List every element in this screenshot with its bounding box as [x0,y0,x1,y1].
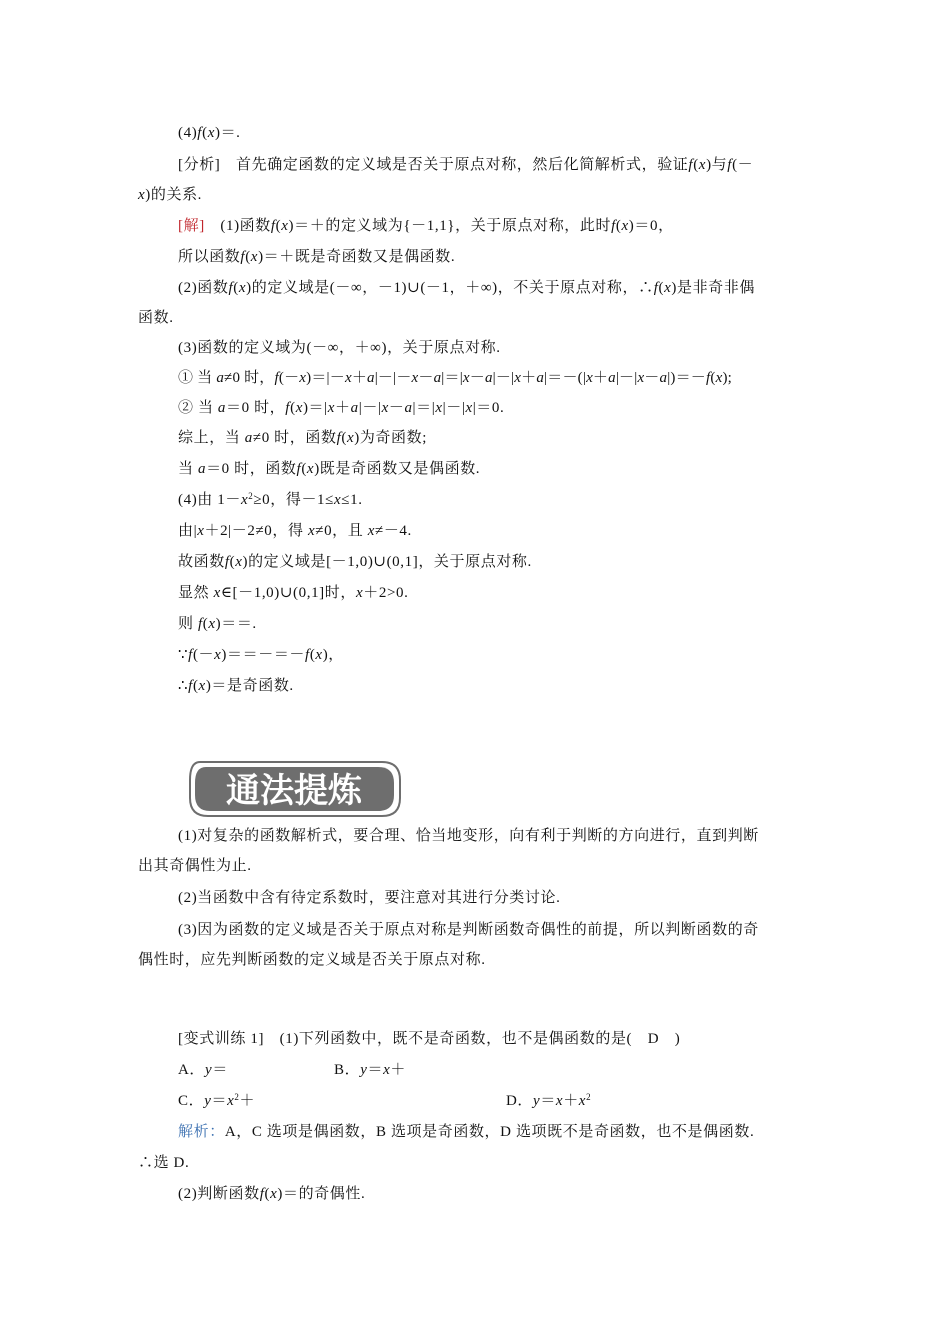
solution-line-7: ② 当 a＝0 时，f(x)＝|x＋a|－|x－a|＝|x|－|x|＝0. [178,400,505,416]
solution-line-16: ∴f(x)＝是奇函数. [178,678,294,694]
solution-line-12: 故函数f(x)的定义域是[－1,0)∪(0,1]，关于原点对称. [178,554,532,570]
option-a: A．y＝ [178,1062,228,1078]
solution-line-11: 由|x＋2|－2≠0，得 x≠0，且 x≠－4. [178,523,412,539]
solution-line-1: [解] (1)函数f(x)＝＋的定义域为{－1,1}，关于原点对称，此时f(x)＝0， [178,218,674,234]
solution-line-8: 综上，当 a≠0 时，函数f(x)为奇函数; [178,430,427,446]
exercise-question-2: (2)判断函数f(x)＝的奇偶性. [178,1186,366,1202]
exercise-options-row-2 [178,1091,814,1111]
summary-line-5: 偶性时，应先判断函数的定义域是否关于原点对称. [138,952,486,968]
banner-method-summary [186,758,404,820]
solution-line-10: (4)由 $1-x^2\ge 0$，得－1≤x≤1. [178,491,363,508]
summary-line-2: 出其奇偶性为止. [138,858,252,874]
summary-line-3: (2)当函数中含有待定系数时，要注意对其进行分类讨论. [178,890,561,906]
summary-line-1: (1)对复杂的函数解析式，要合理、恰当地变形，向有利于判断的方向进行，直到判断 [178,828,759,844]
exercise-question-1: [变式训练 1] (1)下列函数中，既不是奇函数，也不是偶函数的是( D ) [178,1031,681,1047]
option-c: C．$y=x^2+$ [178,1092,256,1109]
exercise-options-row-1 [178,1060,814,1080]
solution-line-3: (2)函数f(x)的定义域是(－∞，－1)∪(－1，＋∞)，不关于原点对称，∴f(x)是非奇非偶 [178,280,755,296]
analysis-tag: [分析] [178,157,221,173]
solution-line-4: 函数. [138,310,174,326]
solution-line-14: 则 f(x)＝＝. [178,616,257,632]
option-b: B．y＝x＋ [334,1062,406,1078]
solution-line-6: ① 当 a≠0 时，f(－x)＝|－x＋a|－|－x－a|＝|x－a|－|x＋a|＝－(|x＋a|－|x－a|)＝－f(x); [178,370,733,386]
exercise-tag: [变式训练 1] [178,1031,265,1047]
summary-line-4: (3)因为函数的定义域是否关于原点对称是判断函数奇偶性的前提，所以判断函数的奇 [178,922,759,938]
explanation-line-2: ∴选 D. [138,1155,190,1171]
problem-4: (4)f(x)＝. [178,125,241,141]
solution-line-15: ∵f(－x)＝＝－＝－f(x)， [178,647,344,663]
solution-line-13: 显然 x∈[－1,0)∪(0,1]时，x＋2>0. [178,585,409,601]
solution-tag: [解] [178,218,205,234]
solution-line-9: 当 a＝0 时，函数f(x)既是奇函数又是偶函数. [178,461,481,477]
solution-line-2: 所以函数f(x)＝＋既是奇函数又是偶函数. [178,249,456,265]
option-d: D．$y=x+x^2$ [506,1092,592,1109]
solution-line-5: (3)函数的定义域为(－∞，＋∞)，关于原点对称. [178,340,501,356]
analysis-line-2: x)的关系. [138,187,203,203]
banner-title: 通法提炼 [226,771,362,811]
explanation-tag: 解析： [178,1124,225,1140]
explanation-line-1: 解析：A，C 选项是偶函数，B 选项是奇函数，D 选项既不是奇函数，也不是偶函数. [178,1124,755,1140]
analysis-line-1: [分析] 首先确定函数的定义域是否关于原点对称，然后化简解析式，验证f(x)与f(－ [178,157,754,173]
